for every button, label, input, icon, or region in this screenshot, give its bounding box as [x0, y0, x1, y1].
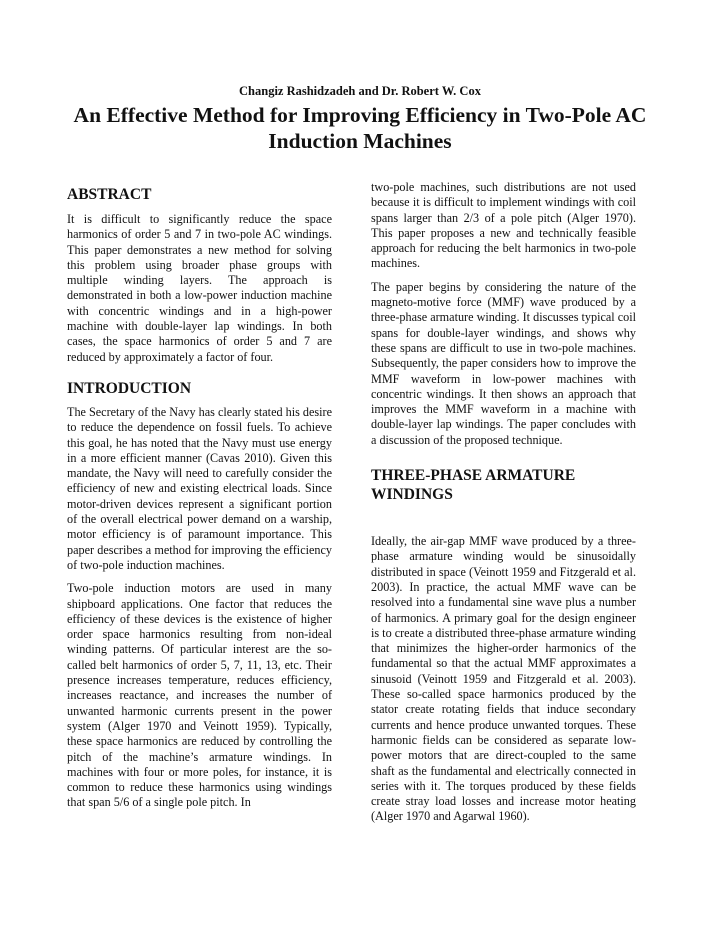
introduction-paragraph-4: The paper begins by considering the nature of the magneto-motive force (MMF) wave produced by a three-phase armature winding. It discusses typical coil spans for double-layer windings, and shows why these spans are difficult to use in two-pole machines. Subsequently, the paper considers how to improve the MMF waveform in low-power machines with concentric windings. It then shows an approach that improves the MMF waveform in a machine with double-layer lap windings. The paper concludes with a discussion of the proposed technique. [371, 279, 636, 447]
introduction-heading: INTRODUCTION [67, 379, 192, 397]
introduction-paragraph-1: The Secretary of the Navy has clearly stated his desire to reduce the dependence on fossil fuels. To achieve this goal, he has noted that the Navy must use energy in a more efficient manner (Cavas 2010). Given this mandate, the Navy will need to carefully consider the efficiency of new and existing electrical loads. Since motor-driven devices represent a significant portion of the overall electrical power demand on a warship, motor efficiency is of paramount importance. This paper describes a method for improving the efficiency of two-pole induction machines. [67, 404, 332, 572]
right-column [371, 180, 636, 825]
three-phase-heading: THREE-PHASE ARMATURE WINDINGS [371, 467, 576, 504]
introduction-paragraph-2: Two-pole induction motors are used in many shipboard applications. One factor that reduces the efficiency of these devices is the existence of higher order space harmonics resulting from non-ideal winding patterns. Of particular interest are the so-called belt harmonics of order 5, 7, 11, 13, etc. Their presence increases temperature, reduces efficiency, increases reactance, and increases the number of unwanted harmonic currents present in the power system (Alger 1970 and Veinott 1959). Typically, these space harmonics are reduced by controlling the pitch of the machine’s armature windings. In machines with four or more poles, for instance, it is common to reduce these harmonics using windings that span 5/6 of a single pole pitch. In [67, 581, 332, 810]
introduction-paragraph-3: two-pole machines, such distributions are not used because it is difficult to implement windings with coil spans larger than 2/3 of a pole pitch (Alger 1970). This paper proposes a new and technically feasible approach for reducing the belt harmonics in two-pole machines. [371, 180, 636, 271]
three-phase-paragraph-1: Ideally, the air-gap MMF wave produced by a three-phase armature winding would be sinusoidally distributed in space (Veinott 1959 and Fitzgerald et al. 2003). In practice, the actual MMF wave can be resolved into a fundamental sine wave plus a number of harmonics. A primary goal for the design engineer is to create a distributed three-phase armature winding that minimizes the higher-order harmonics of the fundamental so that the actual MMF approximates a sinusoid (Veinott 1959 and Fitzgerald et al. 2003). These so-called space harmonics produced by the stator create rotating fields that induce secondary currents and hence produce unwanted torques. These harmonic fields can be considered as separate low-power motors that are direct-coupled to the same shaft as the fundamental and electrically connected in series with it. The torques produced by these fields create stray load losses and increase motor heating (Alger 1970 and Agarwal 1960). [371, 534, 636, 824]
abstract-text: It is difficult to significantly reduce the space harmonics of order 5 and 7 in two-pole AC windings. This paper demonstrates a new method for solving this problem using broader phase groups with multiple winding layers. The approach is demonstrated in both a low-power induction machine with concentric windings and in a high-power machine with double-layer lap windings. In both cases, the space harmonics of order 5 and 7 are reduced by approximately a factor of four. [67, 212, 332, 364]
abstract-heading: ABSTRACT [67, 186, 152, 203]
paper-authors: Changiz Rashidzadeh and Dr. Robert W. Cox [239, 84, 481, 98]
paper-title: An Effective Method for Improving Efficiency in Two-Pole AC Induction Machines [73, 103, 647, 153]
left-column [67, 180, 332, 811]
